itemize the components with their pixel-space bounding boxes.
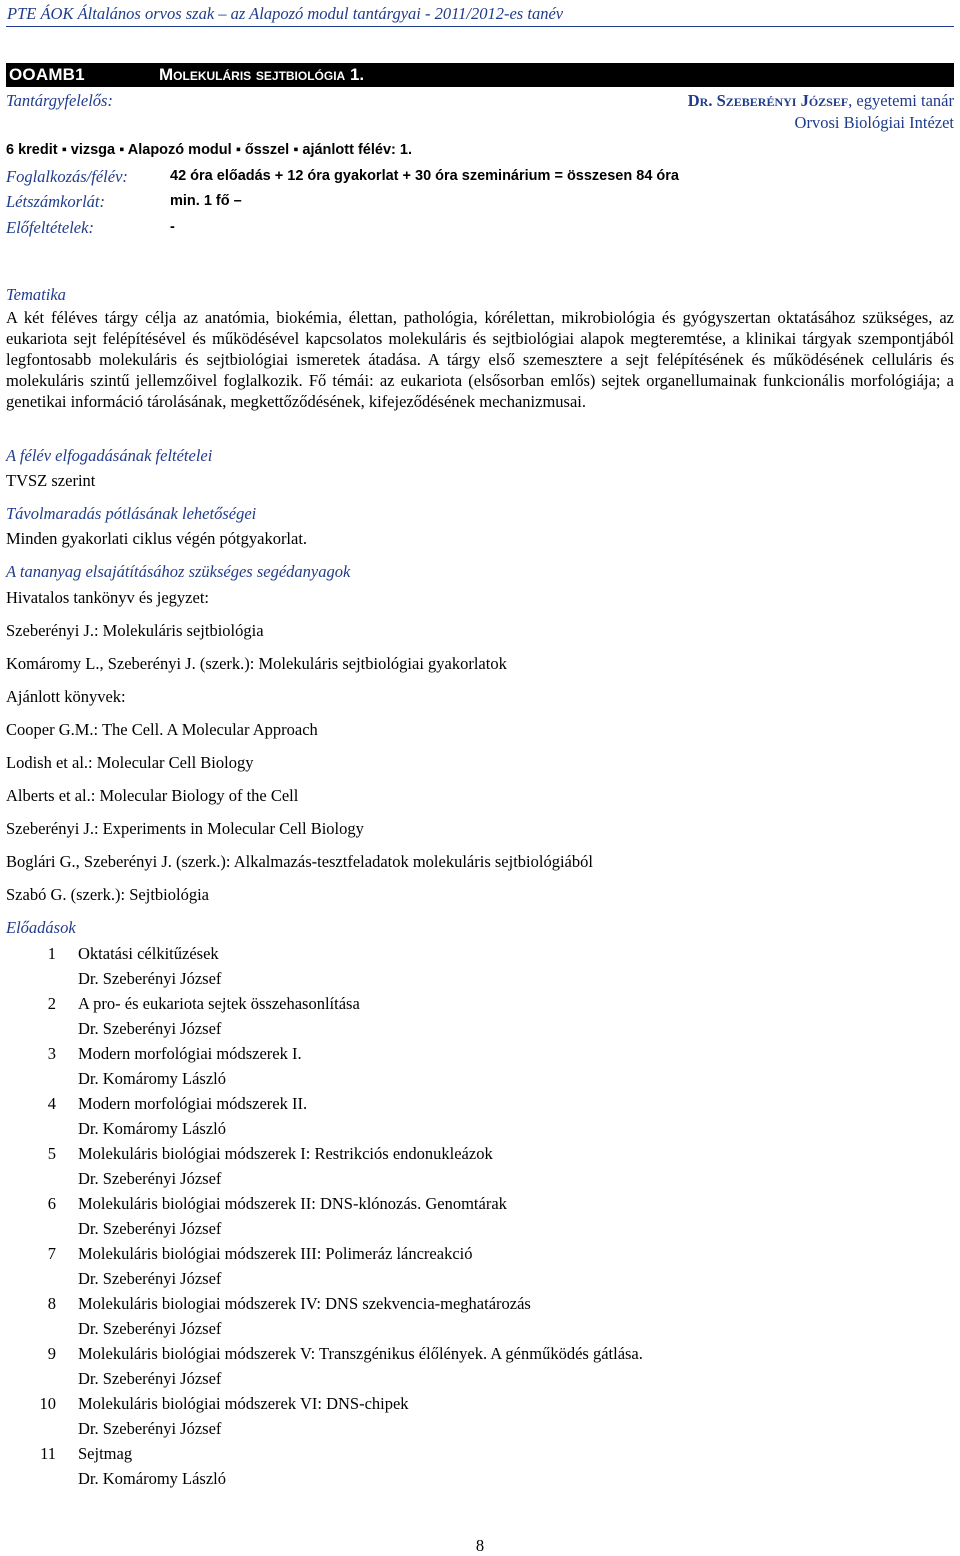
lecture-title: Molekuláris biológiai módszerek II: DNS-klónozás. Genomtárak: [78, 1194, 507, 1213]
lecture-title: Molekuláris biologiai módszerek IV: DNS szekvencia-meghatározás: [78, 1294, 531, 1313]
seged-line: Boglári G., Szeberényi J. (szerk.): Alkalmazás-tesztfeladatok molekuláris sejtbiológiából: [6, 852, 593, 871]
lecture-number: 3: [47, 1044, 56, 1063]
lecture-lecturer: Dr. Szeberényi József: [78, 969, 222, 988]
lecture-title: Modern morfológiai módszerek I.: [78, 1044, 302, 1063]
tematika-text: A két féléves tárgy célja az anatómia, biokémia, élettan, pathológia, kórélettan, mikrobiológia és gyógyszertan oktatásához szükséges, az eukariota sejt felépítésével és működésével kapcsolatos molekuláris és sejtbiológiai alapok megteremtése, a klinikai tárgyak szempontjából legfontosabb molekuláris és sejtbiológiai ismeretek átadása. A tárgy első szemesztere a sejt felépítésének és működésének celluláris és molekuláris szintű jellemzőivel foglalkozik. Fő témái: az eukariota (elsősorban emlős) sejtek organellumainak funkcionális morfológiája; a genetikai információ tárolásának, megkettőződésének, kifejeződésének mechanizmusai.: [6, 308, 954, 411]
lecture-number: 1: [47, 944, 56, 963]
lecture-lecturer: Dr. Szeberényi József: [78, 1219, 222, 1238]
lecture-lecturer: Dr. Szeberényi József: [78, 1169, 222, 1188]
tavol-text: Minden gyakorlati ciklus végén pótgyakorlat.: [6, 529, 308, 548]
lecture-number: 5: [47, 1144, 56, 1163]
lecture-title: Modern morfológiai módszerek II.: [78, 1094, 308, 1113]
lecture-title: Oktatási célkitűzések: [78, 944, 219, 963]
hours-value: 42 óra előadás + 12 óra gyakorlat + 30 óra szeminárium = összesen 84 óra: [170, 168, 679, 184]
running-header: PTE ÁOK Általános orvos szak – az Alapozó modul tantárgyai - 2011/2012-es tanév: [7, 4, 564, 23]
felev-text: TVSZ szerint: [6, 471, 96, 490]
lecture-lecturer: Dr. Szeberényi József: [78, 1369, 222, 1388]
course-name: Molekuláris sejtbiológia 1.: [159, 65, 365, 84]
seged-line: Szeberényi J.: Molekuláris sejtbiológia: [6, 621, 264, 640]
lecture-number: 6: [47, 1194, 56, 1213]
page-number: 8: [475, 1536, 485, 1555]
eloadasok-heading: Előadások: [6, 918, 76, 937]
lecture-lecturer: Dr. Komáromy László: [78, 1069, 227, 1088]
limit-value: min. 1 fő –: [170, 193, 242, 209]
lecture-title: A pro- és eukariota sejtek összehasonlítása: [78, 994, 360, 1013]
seged-line: Lodish et al.: Molecular Cell Biology: [6, 753, 254, 772]
lecture-number: 8: [47, 1294, 56, 1313]
course-title-bar: [6, 63, 954, 87]
hours-label: Foglalkozás/félév:: [6, 167, 128, 186]
lecture-number: 9: [47, 1344, 56, 1363]
seged-line: Cooper G.M.: The Cell. A Molecular Approach: [6, 720, 318, 739]
prereq-label: Előfeltételek:: [6, 218, 94, 237]
seged-line: Ajánlott könyvek:: [6, 687, 126, 706]
responsible-person: [688, 91, 954, 111]
lecture-lecturer: Dr. Szeberényi József: [78, 1319, 222, 1338]
credits-line: 6 kredit ▪ vizsga ▪ Alapozó modul ▪ ősszel ▪ ajánlott félév: 1.: [6, 142, 412, 158]
lecture-title: Molekuláris biológiai módszerek VI: DNS-chipek: [78, 1394, 409, 1413]
lecture-title: Molekuláris biológiai módszerek V: Transzgénikus élőlények. A génműködés gátlása.: [78, 1344, 643, 1363]
lecture-lecturer: Dr. Komáromy László: [78, 1119, 227, 1138]
header-rule: [6, 26, 954, 27]
lecture-number: 11: [40, 1444, 56, 1463]
seged-line: Szeberényi J.: Experiments in Molecular Cell Biology: [6, 819, 364, 838]
lecture-number: 2: [47, 994, 56, 1013]
felev-heading: A félév elfogadásának feltételei: [6, 446, 213, 465]
tavol-heading: Távolmaradás pótlásának lehetőségei: [6, 504, 257, 523]
seged-line: Komáromy L., Szeberényi J. (szerk.): Molekuláris sejtbiológiai gyakorlatok: [6, 654, 507, 673]
responsible-title: , egyetemi tanár: [848, 91, 954, 110]
seged-line: Szabó G. (szerk.): Sejtbiológia: [6, 885, 209, 904]
seged-line: Hivatalos tankönyv és jegyzet:: [6, 588, 209, 607]
tematika-heading: Tematika: [6, 285, 66, 304]
lecture-lecturer: Dr. Szeberényi József: [78, 1269, 222, 1288]
lecture-number: 7: [47, 1244, 56, 1263]
responsible-name: Dr. Szeberényi József: [687, 91, 849, 110]
lecture-lecturer: Dr. Komáromy László: [78, 1469, 227, 1488]
responsible-label: Tantárgyfelelős:: [6, 91, 113, 110]
lecture-number: 10: [39, 1394, 56, 1413]
limit-label: Létszámkorlát:: [6, 192, 105, 211]
seged-line: Alberts et al.: Molecular Biology of the Cell: [6, 786, 299, 805]
institute-name: Orvosi Biológiai Intézet: [794, 113, 954, 132]
lecture-lecturer: Dr. Szeberényi József: [78, 1019, 222, 1038]
lecture-number: 4: [47, 1094, 56, 1113]
seged-heading: A tananyag elsajátításához szükséges segédanyagok: [6, 562, 351, 581]
prereq-value: -: [170, 219, 175, 235]
lecture-lecturer: Dr. Szeberényi József: [78, 1419, 222, 1438]
lecture-title: Molekuláris biológiai módszerek III: Polimeráz láncreakció: [78, 1244, 473, 1263]
lecture-title: Sejtmag: [78, 1444, 133, 1463]
course-code: OOAMB1: [9, 65, 85, 84]
lecture-title: Molekuláris biológiai módszerek I: Restrikciós endonukleázok: [78, 1144, 493, 1163]
